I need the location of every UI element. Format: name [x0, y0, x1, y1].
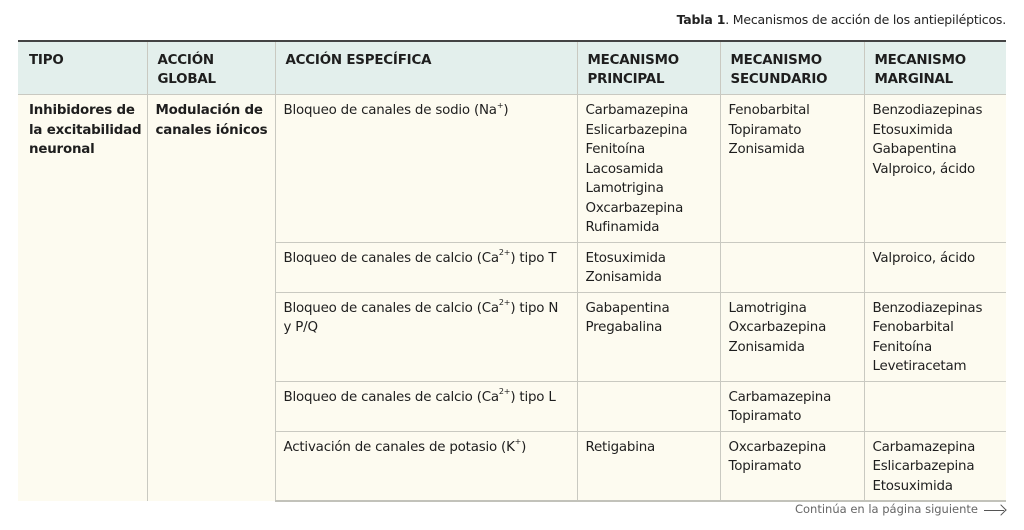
drug-name: Benzodiazepinas — [872, 300, 983, 316]
drug-name: Topiramato — [728, 409, 802, 424]
drug-name: Oxcarbazepina — [585, 200, 684, 216]
text-main: Activación de canales de potasio (K — [283, 439, 515, 455]
caption-label: Tabla 1 — [676, 12, 726, 27]
cell-marginal — [864, 381, 1006, 431]
drug-name: Levetiracetam — [872, 359, 967, 374]
accion-especifica-text — [284, 438, 569, 458]
drug-name: Rufinamida — [585, 220, 660, 235]
drug-name: Fenitoína — [585, 142, 645, 157]
cell-accion-especifica — [275, 292, 577, 381]
text-suffix: ) — [521, 439, 527, 455]
cell-secundario — [720, 292, 864, 381]
cell-principal — [577, 292, 720, 381]
table-row — [18, 95, 1006, 243]
cell-marginal — [864, 431, 1006, 501]
accion-especifica-text — [284, 388, 569, 408]
drug-name: Valproico, ácido — [872, 250, 976, 266]
caption-text: . Mecanismos de acción de los antiepilépticos. — [725, 12, 1006, 27]
drug-name: Etosuximida — [585, 250, 666, 266]
accion-especifica-text — [284, 101, 569, 121]
cell-principal — [577, 381, 720, 431]
cell-secundario — [720, 95, 864, 243]
cell-principal — [577, 431, 720, 501]
drug-name: Topiramato — [728, 459, 802, 474]
cell-accion-especifica — [275, 381, 577, 431]
accion-especifica-text — [284, 249, 569, 269]
drug-name: Lacosamida — [585, 161, 664, 177]
cell-accion-global: Modulación de canales iónicos — [147, 95, 275, 502]
cell-accion-especifica — [275, 242, 577, 292]
drug-name: Fenobarbital — [728, 103, 810, 118]
text-main: Bloqueo de canales de calcio (Ca — [283, 389, 499, 405]
drug-name: Zonisamida — [728, 142, 805, 157]
cell-principal — [577, 242, 720, 292]
cell-marginal — [864, 292, 1006, 381]
drug-name: Benzodiazepinas — [872, 103, 983, 118]
drug-name: Topiramato — [728, 122, 802, 138]
text-main: Bloqueo de canales de sodio (Na — [283, 103, 497, 118]
cell-accion-especifica — [275, 431, 577, 501]
drug-name: Etosuximida — [872, 478, 953, 494]
ion-charge: 2+ — [498, 387, 511, 397]
table-header-row — [18, 41, 1006, 95]
continue-text: Continúa en la página siguiente — [794, 502, 978, 516]
cell-marginal — [864, 95, 1006, 243]
drug-name: Eslicarbazepina — [872, 459, 975, 474]
drug-name: Fenobarbital — [872, 320, 954, 335]
cell-secundario — [720, 242, 864, 292]
drug-name: Oxcarbazepina — [728, 439, 827, 455]
drug-name: Zonisamida — [728, 339, 805, 355]
continue-note — [795, 502, 1006, 516]
header-mecanismo-principal: MECANISMO PRINCIPAL — [577, 41, 720, 95]
text-main: Bloqueo de canales de calcio (Ca — [283, 300, 499, 316]
text-suffix: ) tipo L — [510, 389, 556, 405]
drug-name: Carbamazepina — [872, 439, 976, 455]
header-accion-global: ACCIÓN GLOBAL — [147, 41, 275, 95]
header-tipo: TIPO — [18, 41, 147, 95]
table-caption — [677, 12, 1006, 27]
drug-name: Lamotrigina — [585, 181, 664, 196]
drug-name: Retigabina — [585, 439, 656, 455]
drug-name: Lamotrigina — [728, 300, 807, 316]
text-suffix: ) tipo T — [510, 250, 557, 266]
header-mecanismo-marginal: MECANISMO MARGINAL — [864, 41, 1006, 95]
text-suffix: ) — [503, 103, 509, 118]
cell-tipo: Inhibidores de la excitabilidad neuronal — [18, 95, 147, 502]
accion-especifica-text — [284, 299, 569, 319]
cell-secundario — [720, 431, 864, 501]
drug-name: Etosuximida — [872, 122, 953, 138]
drug-name: Gabapentina — [872, 142, 957, 157]
ion-charge: + — [496, 100, 504, 110]
cell-secundario — [720, 381, 864, 431]
drug-name: Eslicarbazepina — [585, 122, 688, 138]
drug-name: Fenitoína — [872, 339, 932, 355]
arrow-right-icon — [984, 505, 1006, 515]
accion-especifica-line2: y P/Q — [283, 320, 318, 335]
mechanisms-table — [18, 40, 1006, 502]
drug-name: Zonisamida — [585, 270, 662, 285]
cell-principal — [577, 95, 720, 243]
drug-name: Gabapentina — [585, 300, 670, 316]
ion-charge: + — [514, 437, 522, 447]
header-accion-especifica: ACCIÓN ESPECÍFICA — [275, 41, 577, 95]
drug-name: Carbamazepina — [728, 389, 832, 405]
cell-accion-especifica — [275, 95, 577, 243]
ion-charge: 2+ — [498, 298, 511, 308]
drug-name: Pregabalina — [585, 320, 663, 335]
text-suffix: ) tipo N — [510, 300, 559, 316]
drug-name: Oxcarbazepina — [728, 320, 827, 335]
text-main: Bloqueo de canales de calcio (Ca — [283, 250, 499, 266]
drug-name: Carbamazepina — [585, 103, 689, 118]
drug-name: Valproico, ácido — [872, 161, 976, 177]
ion-charge: 2+ — [498, 248, 511, 258]
header-mecanismo-secundario: MECANISMO SECUNDARIO — [720, 41, 864, 95]
cell-marginal — [864, 242, 1006, 292]
